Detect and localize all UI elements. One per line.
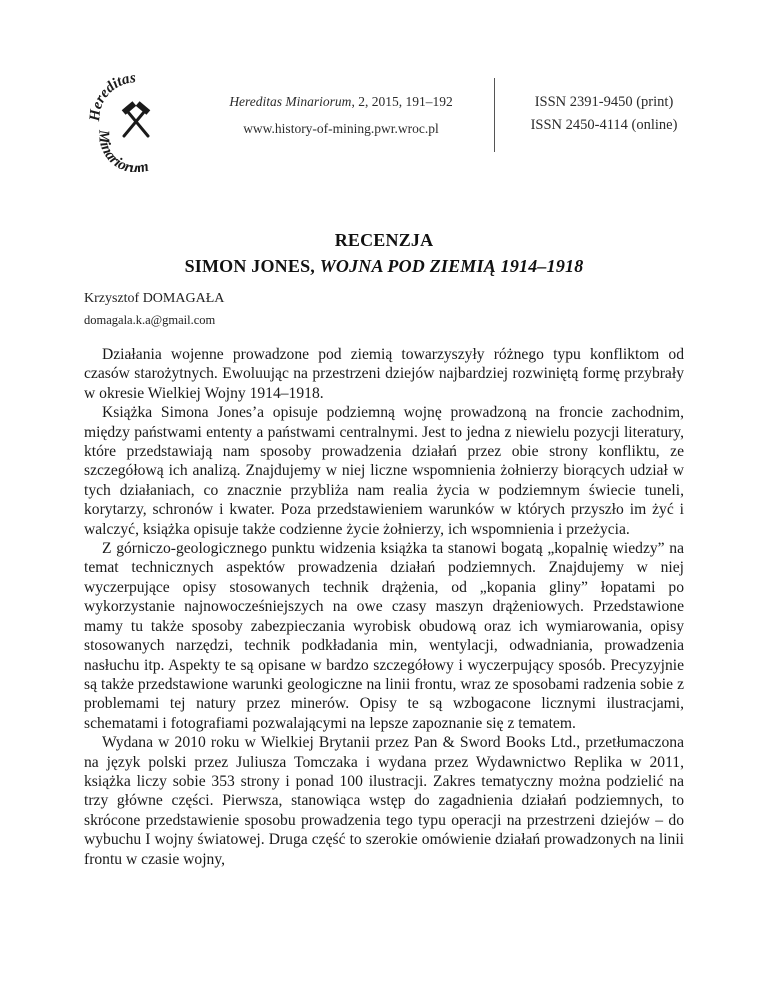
journal-logo	[86, 72, 186, 172]
body-paragraph: Z górniczo-geologicznego punktu widzenia książka ta stanowi bogatą „kopalnię wiedzy” na temat technicznych aspektów prowadzenia działań podziemnych. Znajdujemy w niej wyczerpujące opisy stosowanych technik drążenia, od „kopania gliny” łopatami po wykorzystanie najnowocześniejszych na owe czasy maszyn drążeniowych. Przedstawione mamy tu także sposoby zabezpieczania wyrobisk obudową oraz ich wymiarowania, opisy stosowanych narzędzi, technik podkładania min, wentylacji, odwadniania, prowadzenia nasłuchu itp. Aspekty te są opisane w bardzo szczegółowy i wyczerpujący sposób. Precyzyjnie są także przedstawione warunki geologiczne na linii frontu, wraz ze sposobami radzenia sobie z problemami tej natury przez minerów. Opisy te są wzbogacone licznymi ilustracjami, schematami i fotografiami pozwalającymi na lepsze zapoznanie się z tematem.	[84, 540, 684, 732]
reviewed-book-title: WOJNA POD ZIEMIĄ 1914–1918	[319, 256, 584, 276]
author-email[interactable]: domagala.k.a@gmail.com	[84, 313, 216, 327]
body-paragraph: Książka Simona Jones’a opisuje podziemną wojnę prowadzoną na froncie zachodnim, między państwami ententy a państwami centralnymi. Jest to jedna z niewielu pozycji literatury, które przedstawiają nam sposoby prowadzenia działań przez obie strony konfliktu, ze szczegółową ich analizą. Znajdujemy w niej liczne wspomnienia żołnierzy biorących udział w tych działaniach, co znacznie przybliża nam realia życia w podziemnym świecie tuneli, korytarzy, schronów i kwater. Poza przedstawieniem warunków w których przyszło im żyć i walczyć, książka opisuje także codzienne życie żołnierzy, ich wspomnienia i przeżycia.	[84, 404, 684, 538]
issn-online: ISSN 2450-4114 (online)	[530, 117, 678, 133]
journal-citation	[196, 94, 486, 110]
author-name: Krzysztof DOMAGAŁA	[84, 291, 225, 306]
journal-name: Hereditas Minariorum	[229, 94, 352, 109]
article-title	[0, 256, 768, 277]
logo-text-top: Hereditas	[86, 72, 137, 122]
body-paragraph: Działania wojenne prowadzone pod ziemią towarzyszyły różnego typu konfliktom od czasów starożytnych. Ewoluując na przestrzeni dziejów najbardziej rozwiniętą formę przybrały w okresie Wielkiej Wojny 1914–1918.	[84, 346, 684, 402]
header-divider	[494, 78, 495, 152]
journal-website-link[interactable]: www.history-of-mining.pwr.wroc.pl	[243, 121, 439, 136]
logo-text-bottom: Minariorum	[95, 129, 151, 172]
article-body	[84, 345, 684, 869]
reviewed-book-author: SIMON JONES,	[184, 256, 320, 276]
issn-print: ISSN 2391-9450 (print)	[534, 94, 674, 110]
body-paragraph: Wydana w 2010 roku w Wielkiej Brytanii przez Pan & Sword Books Ltd., przetłumaczona na język polski przez Juliusza Tomczaka i wydana przez Wydawnictwo Replika w 2011, książka liczy sobie 353 strony i ponad 100 ilustracji. Zakres tematyczny można podzielić na trzy główne części. Pierwsza, stanowiąca wstęp do zagadnienia działań podziemnych, to skrócone przedstawienie sposobu prowadzenia tego typu operacji na przestrzeni dziejów – do wybuchu I wojny światowej. Druga część to szerokie omówienie działań prowadzonych na linii frontu w czasie wojny,	[84, 734, 684, 868]
article-type-heading: RECENZJA	[334, 230, 434, 250]
crossed-hammers-seal-icon	[86, 72, 186, 172]
journal-volume-pages: , 2, 2015, 191–192	[351, 94, 453, 109]
